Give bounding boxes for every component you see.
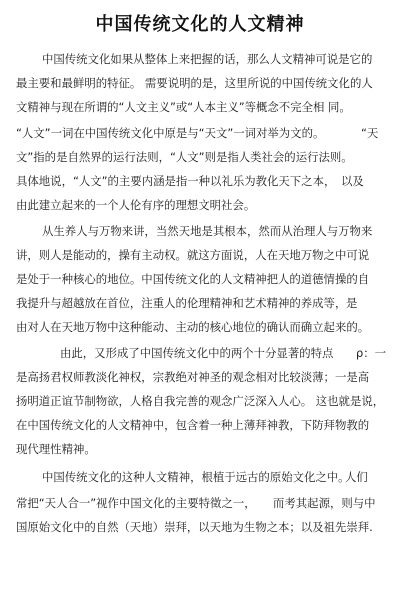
text-line: 扬明道正谊节制物欲，人格自我完善的观念广泛深入人心。 这也就是说， <box>16 394 385 408</box>
text-line: 我提升与超越放在首位，注重人的伦理精神和艺术精神的养成等， <box>16 296 347 310</box>
text-fragment: 是 <box>346 296 358 310</box>
text-line: 由此，又形成了中国传统文化中的两个十分显著的特点 <box>60 346 334 360</box>
text-fragment: 以及 <box>341 174 364 188</box>
text-fragment: ρ：一 <box>356 346 387 360</box>
text-line: 中国传统文化的这种人文精神，根植于远古的原始文化之中。 <box>42 470 350 484</box>
text-line: 由对人在天地万物中这种能动、主动的核心地位的确认而确立起来的。 <box>16 320 370 334</box>
document-title: 中国传统文化的人文精神 <box>95 14 305 35</box>
text-line: 是高扬君权师教淡化神权，宗教绝对神圣的观念相对比较淡薄；一是高 <box>16 370 370 384</box>
text-fragment: 人们 <box>345 470 368 484</box>
text-line: 从生养人与万物来讲，当然天地是其根本，然而从治理人与万物来 <box>42 224 373 238</box>
text-line: 由此建立起来的一个人伦有序的理想文明社会。 <box>16 198 256 212</box>
text-line: 最主要和最鲜明的特征。 需要说明的是，这里所说的中国传统文化的人 <box>16 76 373 90</box>
text-line: 现代理性精神。 <box>16 442 96 456</box>
text-line: 具体地说，“人文”的主要内涵是指一种以礼乐为教化天下之本， <box>16 174 336 188</box>
text-line: “人文”一词在中国传统文化中原是与“天文”一词对举为文的。 <box>16 126 325 140</box>
text-fragment: 而考其起源，则与中 <box>273 496 376 510</box>
text-line: 是处于一种核心的地位。中国传统文化的人文精神把人的道德情操的自 <box>16 272 370 286</box>
text-fragment: “天 <box>361 126 379 140</box>
text-line: 文”指的是自然界的运行法则，“人文”则是指人类社会的运行法则。 <box>16 150 353 164</box>
text-line: 文精神与现在所谓的“人文主义”或“人本主义”等概念不完全相 同。 <box>16 100 351 114</box>
text-line: 国原始文化中的自然（天地）崇拜，以天地为生物之本；以及祖先崇拜. <box>16 520 373 534</box>
text-line: 讲，则人是能动的，操有主动权。就这方面说，人在天地万物之中可说 <box>16 248 370 262</box>
text-line: 在中国传统文化的人文精神中，包含着一种上薄拜神教，下防拜物教的 <box>16 418 370 432</box>
text-line: 中国传统文化如果从整体上来把握的话，那么人文精神可说是它的 <box>42 52 373 66</box>
text-line: 常把“天人合一”视作中国文化的主要特徵之一， <box>16 496 256 510</box>
